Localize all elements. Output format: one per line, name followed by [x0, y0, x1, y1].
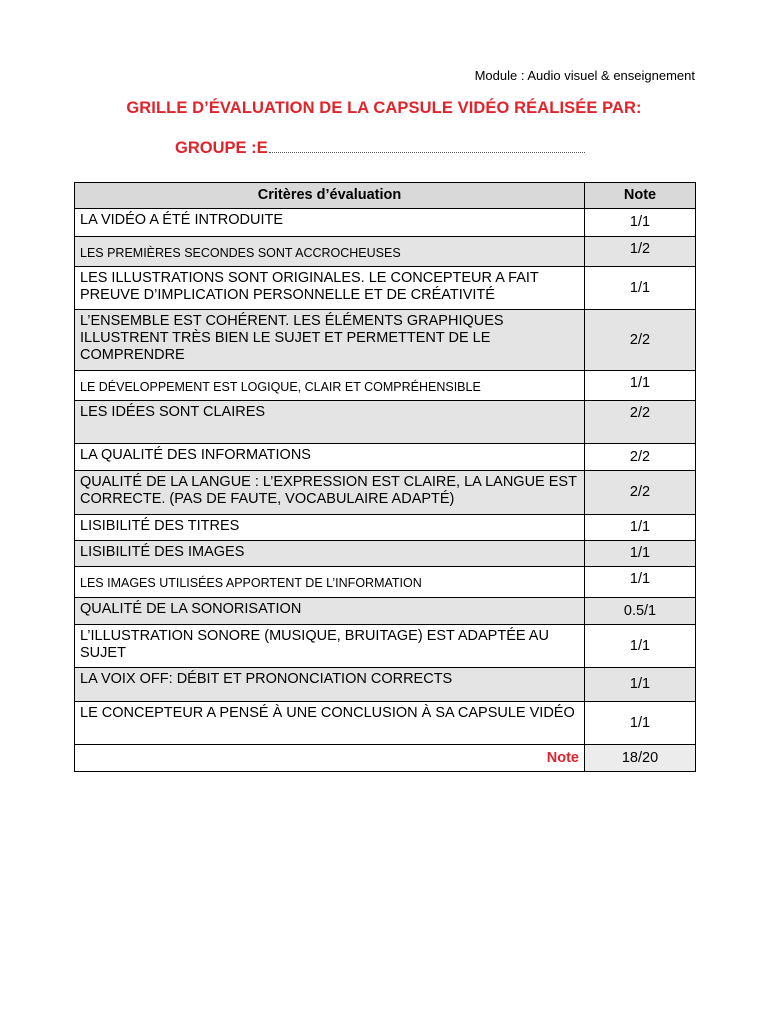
criterion-cell: LA VIDÉO A ÉTÉ INTRODUITE: [75, 209, 585, 237]
table-row: [75, 541, 696, 567]
criterion-cell: LES ILLUSTRATIONS SONT ORIGINALES. LE CONCEPTEUR A FAIT PREUVE D’IMPLICATION PERSONNELLE ET DE CRÉATIVITÉ: [75, 267, 585, 310]
note-cell: 2/2: [585, 310, 696, 371]
note-cell: 1/1: [585, 515, 696, 541]
table-row: [75, 267, 696, 310]
table-row: [75, 668, 696, 702]
table-row: [75, 567, 696, 598]
table-row: [75, 371, 696, 401]
note-cell: 1/1: [585, 541, 696, 567]
group-label: GROUPE :E: [175, 139, 268, 157]
note-cell: 1/1: [585, 668, 696, 702]
table-row: [75, 471, 696, 515]
note-cell: 1/1: [585, 702, 696, 745]
note-cell: 1/1: [585, 371, 696, 401]
table-row: [75, 310, 696, 371]
criterion-cell: LES IDÉES SONT CLAIRES: [75, 401, 585, 444]
page-title: GRILLE D’ÉVALUATION DE LA CAPSULE VIDÉO RÉALISÉE PAR:: [126, 99, 642, 117]
criteria-header: Critères d’évaluation: [75, 183, 585, 209]
table-row: [75, 702, 696, 745]
group-fill-line: [269, 140, 585, 153]
total-value: 18/20: [585, 745, 696, 772]
group-line: [175, 139, 585, 158]
table-row: [75, 444, 696, 471]
criterion-cell: LE DÉVELOPPEMENT EST LOGIQUE, CLAIR ET COMPRÉHENSIBLE: [75, 371, 585, 401]
note-cell: 2/2: [585, 401, 696, 444]
criterion-cell: QUALITÉ DE LA LANGUE : L’EXPRESSION EST CLAIRE, LA LANGUE EST CORRECTE. (PAS DE FAUTE, VOCABULAIRE ADAPTÉ): [75, 471, 585, 515]
table-row: [75, 598, 696, 625]
note-cell: 1/1: [585, 625, 696, 668]
criterion-cell: LA QUALITÉ DES INFORMATIONS: [75, 444, 585, 471]
table-header-row: [75, 183, 696, 209]
note-cell: 2/2: [585, 444, 696, 471]
criterion-cell: LISIBILITÉ DES IMAGES: [75, 541, 585, 567]
table-row: [75, 209, 696, 237]
note-cell: 1/2: [585, 237, 696, 267]
criterion-cell: LES PREMIÈRES SECONDES SONT ACCROCHEUSES: [75, 237, 585, 267]
criterion-cell: L’ILLUSTRATION SONORE (MUSIQUE, BRUITAGE) EST ADAPTÉE AU SUJET: [75, 625, 585, 668]
note-cell: 2/2: [585, 471, 696, 515]
table-row: [75, 515, 696, 541]
criterion-cell: QUALITÉ DE LA SONORISATION: [75, 598, 585, 625]
criterion-cell: LISIBILITÉ DES TITRES: [75, 515, 585, 541]
module-label: Module : Audio visuel & enseignement: [474, 68, 695, 83]
table-row: [75, 237, 696, 267]
criterion-cell: LES IMAGES UTILISÉES APPORTENT DE L’INFORMATION: [75, 567, 585, 598]
total-row: [75, 745, 696, 772]
note-cell: 1/1: [585, 267, 696, 310]
criterion-cell: LE CONCEPTEUR A PENSÉ À UNE CONCLUSION À SA CAPSULE VIDÉO: [75, 702, 585, 745]
evaluation-table: [74, 182, 696, 772]
note-cell: 1/1: [585, 567, 696, 598]
note-header: Note: [585, 183, 696, 209]
criterion-cell: LA VOIX OFF: DÉBIT ET PRONONCIATION CORRECTS: [75, 668, 585, 702]
note-cell: 0.5/1: [585, 598, 696, 625]
total-label: Note: [75, 745, 585, 772]
note-cell: 1/1: [585, 209, 696, 237]
table-row: [75, 401, 696, 444]
table-row: [75, 625, 696, 668]
criterion-cell: L’ENSEMBLE EST COHÉRENT. LES ÉLÉMENTS GRAPHIQUES ILLUSTRENT TRÈS BIEN LE SUJET ET PERMETTENT DE LE COMPRENDRE: [75, 310, 585, 371]
